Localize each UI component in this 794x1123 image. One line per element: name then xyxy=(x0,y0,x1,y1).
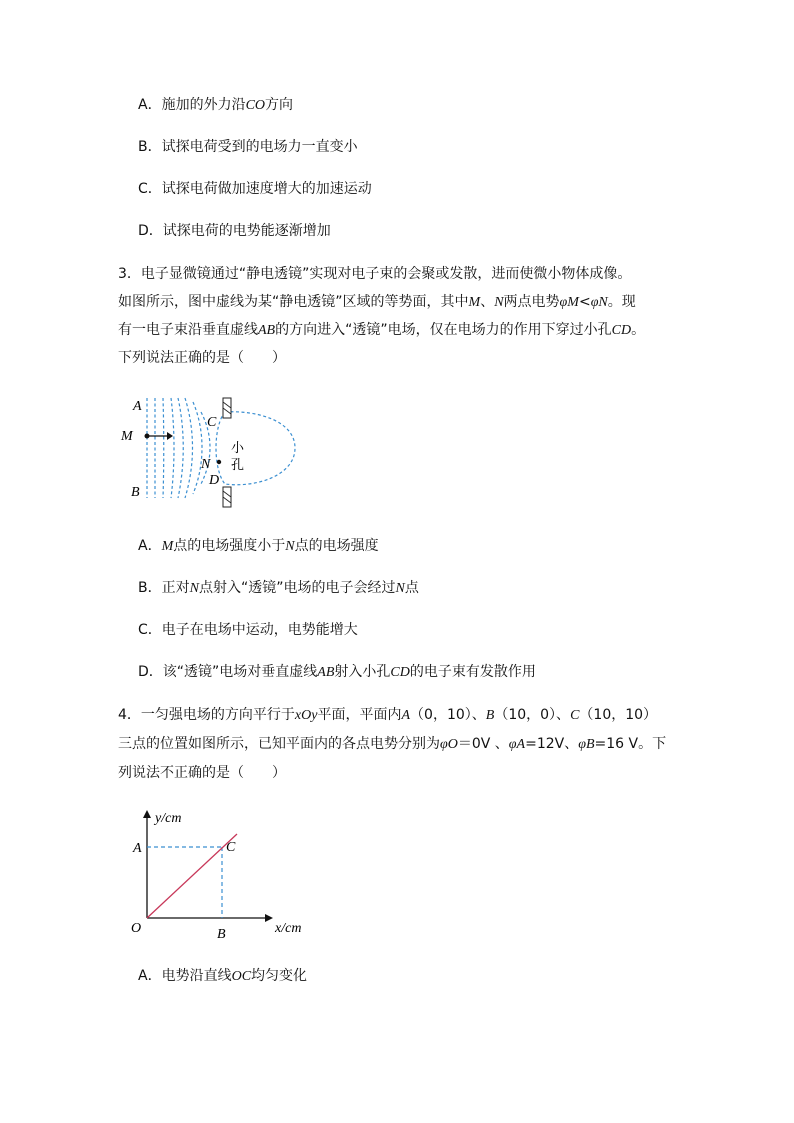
text-seg: 两点电势 xyxy=(503,294,560,310)
q2-option-a-text: A．施加的外力沿 xyxy=(138,97,246,113)
var-xoy: xOy xyxy=(294,708,318,723)
option-letter: A． xyxy=(138,538,162,554)
q2-option-c: C．试探电荷做加速度增大的加速运动 xyxy=(138,181,372,197)
text-seg: 点的电场强度小于 xyxy=(173,538,286,554)
q4-stem-line-1 xyxy=(118,705,657,726)
q4-option-a xyxy=(138,966,307,987)
var-n: N xyxy=(189,581,199,596)
equipotential-line xyxy=(185,398,193,498)
value-o: ＝0V 、 xyxy=(457,736,509,752)
phi-b: φB xyxy=(578,737,595,752)
equipotential-line xyxy=(171,398,174,498)
label-n: N xyxy=(201,457,211,472)
text-seg: 的方向进入“透镜”电场，仅在电场力的作用下穿过小孔 xyxy=(275,322,612,338)
text-seg: 如图所示，图中虚线为某“静电透镜”区域的等势面，其中 xyxy=(118,294,469,310)
q2-option-d: D．试探电荷的电势能逐渐增加 xyxy=(138,223,331,239)
q3-lens-figure xyxy=(115,390,305,515)
value-a: =12V、 xyxy=(525,736,579,752)
coord-b: （10，0）、 xyxy=(494,707,571,723)
less-than: < xyxy=(578,294,591,310)
var-ab: AB xyxy=(258,323,276,338)
var-a: A xyxy=(401,708,411,723)
label-d: D xyxy=(209,473,220,488)
equipotential-line xyxy=(178,398,183,498)
equipotential-bulge xyxy=(216,412,295,485)
var-n: N xyxy=(285,539,295,554)
text-seg: 点 xyxy=(404,580,419,596)
point-n xyxy=(217,460,221,464)
text-seg: 。现 xyxy=(607,294,636,310)
q3-stem-line-2 xyxy=(118,292,636,313)
phi-a: φA xyxy=(508,737,526,752)
var-b: B xyxy=(485,708,495,723)
var-m: M xyxy=(161,539,174,554)
text-seg: 点射入“透镜”电场的电子会经过 xyxy=(198,580,396,596)
plate-bottom xyxy=(223,487,231,507)
label-a: A xyxy=(133,841,142,856)
equipotential-line xyxy=(163,398,164,498)
text-seg: A．电势沿直线 xyxy=(138,968,232,984)
q4-stem-line-2 xyxy=(118,734,666,755)
text-seg: 点的电场强度 xyxy=(294,538,379,554)
text-seg: D．该“透镜”电场对垂直虚线 xyxy=(138,664,318,680)
var-co: CO xyxy=(245,98,266,113)
equipotential-line xyxy=(193,402,202,494)
value-b: =16 V。下 xyxy=(594,736,667,752)
q3-stem-line-1: 3．电子显微镜通过“静电透镜”实现对电子束的会聚或发散，进而使微小物体成像。 xyxy=(118,266,632,282)
q4-stem-line-3: 列说法不正确的是（ ） xyxy=(118,765,286,781)
text-seg: 均匀变化 xyxy=(251,968,308,984)
text-seg: 。 xyxy=(631,322,646,338)
var-m: M xyxy=(468,295,481,310)
text-seg: 的电子束有发散作用 xyxy=(409,664,536,680)
phi-m: φM xyxy=(559,295,579,310)
var-cd: CD xyxy=(611,323,632,338)
coord-a: （0，10）、 xyxy=(410,707,486,723)
var-n: N xyxy=(395,581,405,596)
label-o: O xyxy=(131,921,142,936)
q3-stem-line-4: 下列说法正确的是（ ） xyxy=(118,350,286,366)
q2-option-a xyxy=(138,95,293,116)
var-n: N xyxy=(494,295,504,310)
phi-n: φN xyxy=(590,295,608,310)
arrow-head xyxy=(167,432,173,440)
label-b: B xyxy=(131,485,140,500)
coord-c: （10，10） xyxy=(579,707,658,723)
y-axis-arrow xyxy=(143,810,151,818)
x-axis-arrow xyxy=(265,914,273,922)
q3-option-a xyxy=(138,536,379,557)
q3-option-c: C．电子在电场中运动，电势能增大 xyxy=(138,622,358,638)
label-m: M xyxy=(121,429,133,444)
text-seg: 射入小孔 xyxy=(334,664,391,680)
text-seg: 有一电子束沿垂直虚线 xyxy=(118,322,258,338)
y-axis-label: y/cm xyxy=(155,811,182,826)
label-b: B xyxy=(217,927,226,942)
var-c: C xyxy=(570,708,580,723)
var-cd: CD xyxy=(390,665,410,680)
q3-option-d xyxy=(138,662,536,683)
text-seg: 三点的位置如图所示，已知平面内的各点电势分别为 xyxy=(118,736,440,752)
q4-coordinate-figure xyxy=(125,800,315,945)
q2-option-a-suffix: 方向 xyxy=(265,97,294,113)
text-seg: 4．一匀强电场的方向平行于 xyxy=(118,707,295,723)
var-oc: OC xyxy=(231,969,252,984)
x-axis-label: x/cm xyxy=(275,921,302,936)
label-hole-1: 小 xyxy=(231,441,245,456)
plate-top xyxy=(223,398,231,418)
phi-o: φO xyxy=(440,737,458,752)
q2-option-b: B．试探电荷受到的电场力一直变小 xyxy=(138,139,358,155)
text-seg: 、 xyxy=(480,294,495,310)
q3-stem-line-3 xyxy=(118,320,645,341)
label-c: C xyxy=(226,840,236,855)
text-seg: B．正对 xyxy=(138,580,190,596)
q3-option-b xyxy=(138,578,419,599)
text-seg: 平面，平面内 xyxy=(317,707,402,723)
label-hole-2: 孔 xyxy=(231,458,245,473)
label-a: A xyxy=(133,399,142,414)
label-c: C xyxy=(207,415,217,430)
var-ab: AB xyxy=(317,665,335,680)
